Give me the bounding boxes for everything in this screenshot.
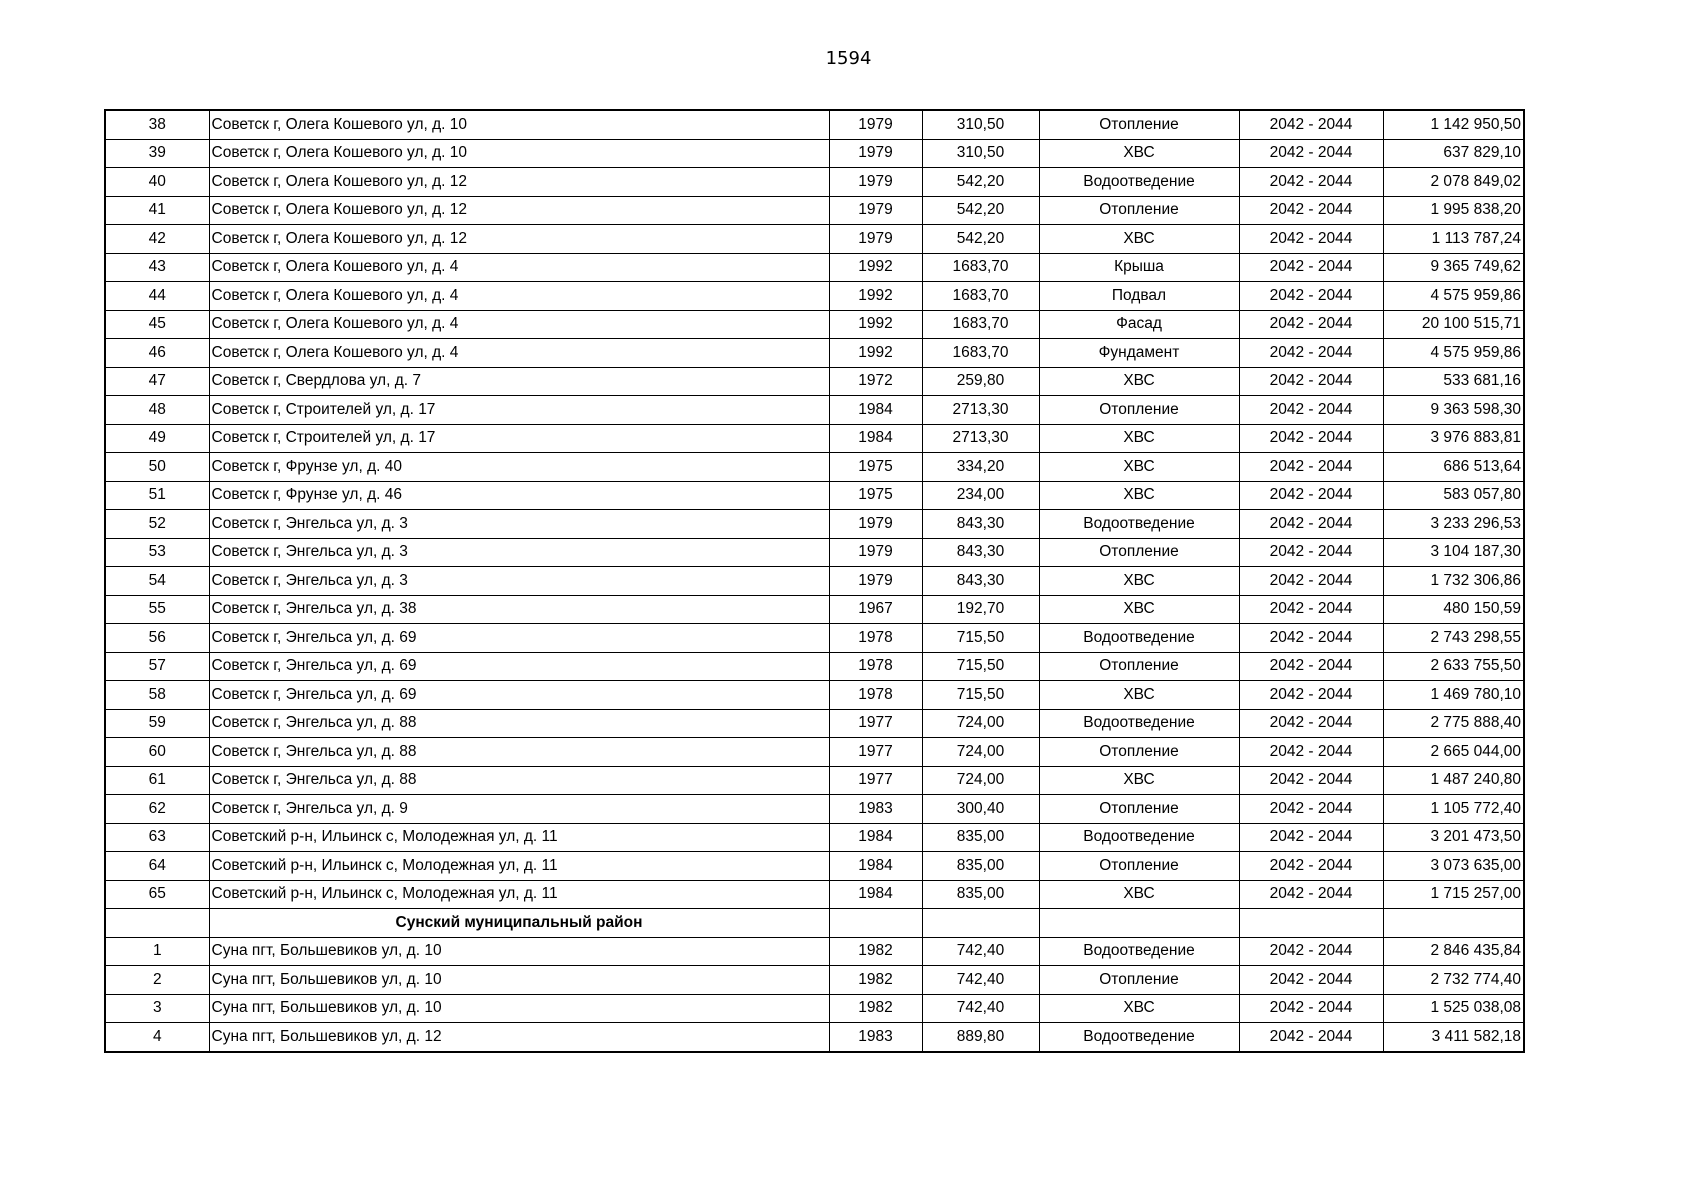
work-type-cell: ХВС (1039, 225, 1239, 254)
period-cell: 2042 - 2044 (1239, 795, 1383, 824)
table-row (105, 396, 1524, 425)
address-cell: Советск г, Олега Кошевого ул, д. 10 (209, 139, 829, 168)
table-row (105, 196, 1524, 225)
address-cell: Советск г, Энгельса ул, д. 3 (209, 538, 829, 567)
build-year-cell: 1983 (829, 1023, 922, 1052)
period-cell: 2042 - 2044 (1239, 538, 1383, 567)
empty-cell (1239, 909, 1383, 938)
build-year-cell: 1978 (829, 681, 922, 710)
address-cell: Советск г, Энгельса ул, д. 38 (209, 595, 829, 624)
table-row (105, 225, 1524, 254)
cost-cell: 2 743 298,55 (1383, 624, 1524, 653)
area-cell: 2713,30 (922, 396, 1039, 425)
period-cell: 2042 - 2044 (1239, 424, 1383, 453)
table-body (105, 110, 1524, 1052)
period-cell: 2042 - 2044 (1239, 110, 1383, 139)
area-cell: 715,50 (922, 681, 1039, 710)
table-row (105, 1023, 1524, 1052)
row-number-cell: 41 (105, 196, 209, 225)
area-cell: 889,80 (922, 1023, 1039, 1052)
cost-cell: 1 525 038,08 (1383, 994, 1524, 1023)
address-cell: Советск г, Энгельса ул, д. 69 (209, 652, 829, 681)
area-cell: 310,50 (922, 110, 1039, 139)
period-cell: 2042 - 2044 (1239, 994, 1383, 1023)
page-number: 1594 (825, 48, 872, 69)
area-cell: 2713,30 (922, 424, 1039, 453)
table-row (105, 823, 1524, 852)
address-cell: Советск г, Энгельса ул, д. 3 (209, 510, 829, 539)
build-year-cell: 1979 (829, 538, 922, 567)
build-year-cell: 1977 (829, 709, 922, 738)
cost-cell: 1 487 240,80 (1383, 766, 1524, 795)
cost-cell: 480 150,59 (1383, 595, 1524, 624)
period-cell: 2042 - 2044 (1239, 139, 1383, 168)
cost-cell: 686 513,64 (1383, 453, 1524, 482)
period-cell: 2042 - 2044 (1239, 652, 1383, 681)
work-type-cell: Отопление (1039, 966, 1239, 995)
work-type-cell: Отопление (1039, 795, 1239, 824)
cost-cell: 3 073 635,00 (1383, 852, 1524, 881)
area-cell: 1683,70 (922, 282, 1039, 311)
repair-schedule-table (104, 109, 1525, 1053)
build-year-cell: 1978 (829, 624, 922, 653)
row-number-cell: 3 (105, 994, 209, 1023)
build-year-cell: 1984 (829, 823, 922, 852)
table-row (105, 424, 1524, 453)
address-cell: Советск г, Олега Кошевого ул, д. 12 (209, 168, 829, 197)
address-cell: Советск г, Энгельса ул, д. 69 (209, 681, 829, 710)
area-cell: 835,00 (922, 823, 1039, 852)
period-cell: 2042 - 2044 (1239, 253, 1383, 282)
table-row (105, 339, 1524, 368)
address-cell: Советск г, Олега Кошевого ул, д. 12 (209, 196, 829, 225)
period-cell: 2042 - 2044 (1239, 766, 1383, 795)
build-year-cell: 1967 (829, 595, 922, 624)
work-type-cell: Водоотведение (1039, 624, 1239, 653)
row-number-cell: 4 (105, 1023, 209, 1052)
area-cell: 843,30 (922, 538, 1039, 567)
address-cell: Советский р-н, Ильинск с, Молодежная ул, д. 11 (209, 880, 829, 909)
build-year-cell: 1982 (829, 937, 922, 966)
area-cell: 835,00 (922, 852, 1039, 881)
area-cell: 724,00 (922, 709, 1039, 738)
cost-cell: 4 575 959,86 (1383, 282, 1524, 311)
area-cell: 843,30 (922, 567, 1039, 596)
cost-cell: 583 057,80 (1383, 481, 1524, 510)
period-cell: 2042 - 2044 (1239, 196, 1383, 225)
address-cell: Советск г, Энгельса ул, д. 88 (209, 738, 829, 767)
period-cell: 2042 - 2044 (1239, 738, 1383, 767)
build-year-cell: 1983 (829, 795, 922, 824)
row-number-cell: 61 (105, 766, 209, 795)
row-number-cell: 58 (105, 681, 209, 710)
table-row (105, 282, 1524, 311)
build-year-cell: 1979 (829, 110, 922, 139)
area-cell: 742,40 (922, 966, 1039, 995)
period-cell: 2042 - 2044 (1239, 709, 1383, 738)
work-type-cell: ХВС (1039, 994, 1239, 1023)
address-cell: Суна пгт, Большевиков ул, д. 10 (209, 937, 829, 966)
empty-cell (829, 909, 922, 938)
row-number-cell: 38 (105, 110, 209, 139)
row-number-cell: 57 (105, 652, 209, 681)
table-row (105, 852, 1524, 881)
cost-cell: 1 469 780,10 (1383, 681, 1524, 710)
area-cell: 843,30 (922, 510, 1039, 539)
row-number-cell: 50 (105, 453, 209, 482)
row-number-cell: 55 (105, 595, 209, 624)
cost-cell: 3 233 296,53 (1383, 510, 1524, 539)
period-cell: 2042 - 2044 (1239, 567, 1383, 596)
period-cell: 2042 - 2044 (1239, 624, 1383, 653)
row-number-cell: 43 (105, 253, 209, 282)
table-row (105, 681, 1524, 710)
area-cell: 715,50 (922, 652, 1039, 681)
table-row (105, 453, 1524, 482)
build-year-cell: 1975 (829, 481, 922, 510)
area-cell: 259,80 (922, 367, 1039, 396)
area-cell: 724,00 (922, 738, 1039, 767)
area-cell: 1683,70 (922, 310, 1039, 339)
work-type-cell: ХВС (1039, 481, 1239, 510)
period-cell: 2042 - 2044 (1239, 1023, 1383, 1052)
row-number-cell: 39 (105, 139, 209, 168)
cost-cell: 1 142 950,50 (1383, 110, 1524, 139)
section-header-row (105, 909, 1524, 938)
work-type-cell: Отопление (1039, 538, 1239, 567)
work-type-cell: ХВС (1039, 567, 1239, 596)
build-year-cell: 1992 (829, 310, 922, 339)
address-cell: Советск г, Свердлова ул, д. 7 (209, 367, 829, 396)
row-number-cell: 53 (105, 538, 209, 567)
row-number-cell: 64 (105, 852, 209, 881)
row-number-cell: 48 (105, 396, 209, 425)
period-cell: 2042 - 2044 (1239, 681, 1383, 710)
empty-cell (105, 909, 209, 938)
work-type-cell: Водоотведение (1039, 168, 1239, 197)
cost-cell: 9 365 749,62 (1383, 253, 1524, 282)
cost-cell: 2 732 774,40 (1383, 966, 1524, 995)
build-year-cell: 1992 (829, 339, 922, 368)
area-cell: 742,40 (922, 994, 1039, 1023)
cost-cell: 20 100 515,71 (1383, 310, 1524, 339)
build-year-cell: 1977 (829, 766, 922, 795)
work-type-cell: Водоотведение (1039, 1023, 1239, 1052)
row-number-cell: 44 (105, 282, 209, 311)
table-row (105, 310, 1524, 339)
build-year-cell: 1972 (829, 367, 922, 396)
work-type-cell: Фундамент (1039, 339, 1239, 368)
build-year-cell: 1982 (829, 994, 922, 1023)
address-cell: Советск г, Энгельса ул, д. 3 (209, 567, 829, 596)
area-cell: 334,20 (922, 453, 1039, 482)
build-year-cell: 1979 (829, 168, 922, 197)
work-type-cell: Отопление (1039, 396, 1239, 425)
work-type-cell: ХВС (1039, 766, 1239, 795)
period-cell: 2042 - 2044 (1239, 852, 1383, 881)
table-row (105, 168, 1524, 197)
row-number-cell: 42 (105, 225, 209, 254)
cost-cell: 1 732 306,86 (1383, 567, 1524, 596)
area-cell: 300,40 (922, 795, 1039, 824)
period-cell: 2042 - 2044 (1239, 966, 1383, 995)
period-cell: 2042 - 2044 (1239, 880, 1383, 909)
work-type-cell: ХВС (1039, 424, 1239, 453)
address-cell: Советск г, Энгельса ул, д. 9 (209, 795, 829, 824)
address-cell: Советск г, Энгельса ул, д. 88 (209, 766, 829, 795)
address-cell: Советск г, Энгельса ул, д. 88 (209, 709, 829, 738)
row-number-cell: 65 (105, 880, 209, 909)
work-type-cell: Водоотведение (1039, 510, 1239, 539)
row-number-cell: 63 (105, 823, 209, 852)
period-cell: 2042 - 2044 (1239, 823, 1383, 852)
area-cell: 234,00 (922, 481, 1039, 510)
work-type-cell: ХВС (1039, 453, 1239, 482)
row-number-cell: 59 (105, 709, 209, 738)
table-row (105, 994, 1524, 1023)
table-row (105, 567, 1524, 596)
empty-cell (922, 909, 1039, 938)
cost-cell: 9 363 598,30 (1383, 396, 1524, 425)
cost-cell: 3 104 187,30 (1383, 538, 1524, 567)
cost-cell: 2 846 435,84 (1383, 937, 1524, 966)
address-cell: Суна пгт, Большевиков ул, д. 10 (209, 994, 829, 1023)
empty-cell (1039, 909, 1239, 938)
row-number-cell: 56 (105, 624, 209, 653)
row-number-cell: 51 (105, 481, 209, 510)
cost-cell: 2 775 888,40 (1383, 709, 1524, 738)
address-cell: Советский р-н, Ильинск с, Молодежная ул, д. 11 (209, 852, 829, 881)
build-year-cell: 1984 (829, 396, 922, 425)
area-cell: 192,70 (922, 595, 1039, 624)
table-row (105, 510, 1524, 539)
address-cell: Суна пгт, Большевиков ул, д. 10 (209, 966, 829, 995)
table-row (105, 538, 1524, 567)
build-year-cell: 1978 (829, 652, 922, 681)
address-cell: Советск г, Фрунзе ул, д. 46 (209, 481, 829, 510)
work-type-cell: Водоотведение (1039, 937, 1239, 966)
period-cell: 2042 - 2044 (1239, 339, 1383, 368)
work-type-cell: Отопление (1039, 110, 1239, 139)
work-type-cell: ХВС (1039, 880, 1239, 909)
period-cell: 2042 - 2044 (1239, 937, 1383, 966)
cost-cell: 2 665 044,00 (1383, 738, 1524, 767)
row-number-cell: 54 (105, 567, 209, 596)
area-cell: 1683,70 (922, 339, 1039, 368)
build-year-cell: 1992 (829, 282, 922, 311)
build-year-cell: 1992 (829, 253, 922, 282)
cost-cell: 3 411 582,18 (1383, 1023, 1524, 1052)
table-row (105, 738, 1524, 767)
area-cell: 724,00 (922, 766, 1039, 795)
table-row (105, 139, 1524, 168)
area-cell: 742,40 (922, 937, 1039, 966)
row-number-cell: 2 (105, 966, 209, 995)
cost-cell: 4 575 959,86 (1383, 339, 1524, 368)
area-cell: 835,00 (922, 880, 1039, 909)
row-number-cell: 62 (105, 795, 209, 824)
table-row (105, 766, 1524, 795)
area-cell: 310,50 (922, 139, 1039, 168)
address-cell: Суна пгт, Большевиков ул, д. 12 (209, 1023, 829, 1052)
build-year-cell: 1982 (829, 966, 922, 995)
work-type-cell: Отопление (1039, 738, 1239, 767)
build-year-cell: 1984 (829, 852, 922, 881)
cost-cell: 2 633 755,50 (1383, 652, 1524, 681)
table-row (105, 966, 1524, 995)
address-cell: Советский р-н, Ильинск с, Молодежная ул, д. 11 (209, 823, 829, 852)
row-number-cell: 45 (105, 310, 209, 339)
address-cell: Советск г, Фрунзе ул, д. 40 (209, 453, 829, 482)
address-cell: Советск г, Олега Кошевого ул, д. 4 (209, 282, 829, 311)
work-type-cell: Крыша (1039, 253, 1239, 282)
build-year-cell: 1977 (829, 738, 922, 767)
area-cell: 715,50 (922, 624, 1039, 653)
cost-cell: 2 078 849,02 (1383, 168, 1524, 197)
table-row (105, 481, 1524, 510)
build-year-cell: 1979 (829, 510, 922, 539)
period-cell: 2042 - 2044 (1239, 453, 1383, 482)
address-cell: Советск г, Олега Кошевого ул, д. 4 (209, 253, 829, 282)
section-title: Сунский муниципальный район (209, 909, 829, 938)
row-number-cell: 47 (105, 367, 209, 396)
period-cell: 2042 - 2044 (1239, 282, 1383, 311)
table-row (105, 595, 1524, 624)
period-cell: 2042 - 2044 (1239, 367, 1383, 396)
table-row (105, 367, 1524, 396)
build-year-cell: 1975 (829, 453, 922, 482)
row-number-cell: 60 (105, 738, 209, 767)
cost-cell: 3 976 883,81 (1383, 424, 1524, 453)
build-year-cell: 1979 (829, 196, 922, 225)
address-cell: Советск г, Олега Кошевого ул, д. 4 (209, 339, 829, 368)
period-cell: 2042 - 2044 (1239, 310, 1383, 339)
work-type-cell: ХВС (1039, 681, 1239, 710)
period-cell: 2042 - 2044 (1239, 396, 1383, 425)
work-type-cell: Отопление (1039, 852, 1239, 881)
period-cell: 2042 - 2044 (1239, 168, 1383, 197)
address-cell: Советск г, Олега Кошевого ул, д. 12 (209, 225, 829, 254)
work-type-cell: Подвал (1039, 282, 1239, 311)
cost-cell: 3 201 473,50 (1383, 823, 1524, 852)
address-cell: Советск г, Олега Кошевого ул, д. 4 (209, 310, 829, 339)
cost-cell: 1 715 257,00 (1383, 880, 1524, 909)
work-type-cell: ХВС (1039, 595, 1239, 624)
build-year-cell: 1979 (829, 567, 922, 596)
area-cell: 542,20 (922, 168, 1039, 197)
work-type-cell: Отопление (1039, 652, 1239, 681)
build-year-cell: 1979 (829, 225, 922, 254)
build-year-cell: 1984 (829, 424, 922, 453)
table-row (105, 709, 1524, 738)
row-number-cell: 49 (105, 424, 209, 453)
work-type-cell: Отопление (1039, 196, 1239, 225)
address-cell: Советск г, Энгельса ул, д. 69 (209, 624, 829, 653)
work-type-cell: ХВС (1039, 139, 1239, 168)
row-number-cell: 52 (105, 510, 209, 539)
period-cell: 2042 - 2044 (1239, 481, 1383, 510)
cost-cell: 533 681,16 (1383, 367, 1524, 396)
empty-cell (1383, 909, 1524, 938)
area-cell: 542,20 (922, 196, 1039, 225)
cost-cell: 1 105 772,40 (1383, 795, 1524, 824)
address-cell: Советск г, Олега Кошевого ул, д. 10 (209, 110, 829, 139)
address-cell: Советск г, Строителей ул, д. 17 (209, 396, 829, 425)
work-type-cell: Водоотведение (1039, 823, 1239, 852)
build-year-cell: 1979 (829, 139, 922, 168)
cost-cell: 637 829,10 (1383, 139, 1524, 168)
address-cell: Советск г, Строителей ул, д. 17 (209, 424, 829, 453)
cost-cell: 1 113 787,24 (1383, 225, 1524, 254)
period-cell: 2042 - 2044 (1239, 595, 1383, 624)
area-cell: 542,20 (922, 225, 1039, 254)
work-type-cell: ХВС (1039, 367, 1239, 396)
table-row (105, 937, 1524, 966)
table-row (105, 880, 1524, 909)
table-row (105, 624, 1524, 653)
table-row (105, 253, 1524, 282)
row-number-cell: 40 (105, 168, 209, 197)
area-cell: 1683,70 (922, 253, 1039, 282)
period-cell: 2042 - 2044 (1239, 225, 1383, 254)
table-row (105, 652, 1524, 681)
table-row (105, 110, 1524, 139)
work-type-cell: Фасад (1039, 310, 1239, 339)
build-year-cell: 1984 (829, 880, 922, 909)
row-number-cell: 46 (105, 339, 209, 368)
cost-cell: 1 995 838,20 (1383, 196, 1524, 225)
table-row (105, 795, 1524, 824)
work-type-cell: Водоотведение (1039, 709, 1239, 738)
period-cell: 2042 - 2044 (1239, 510, 1383, 539)
row-number-cell: 1 (105, 937, 209, 966)
